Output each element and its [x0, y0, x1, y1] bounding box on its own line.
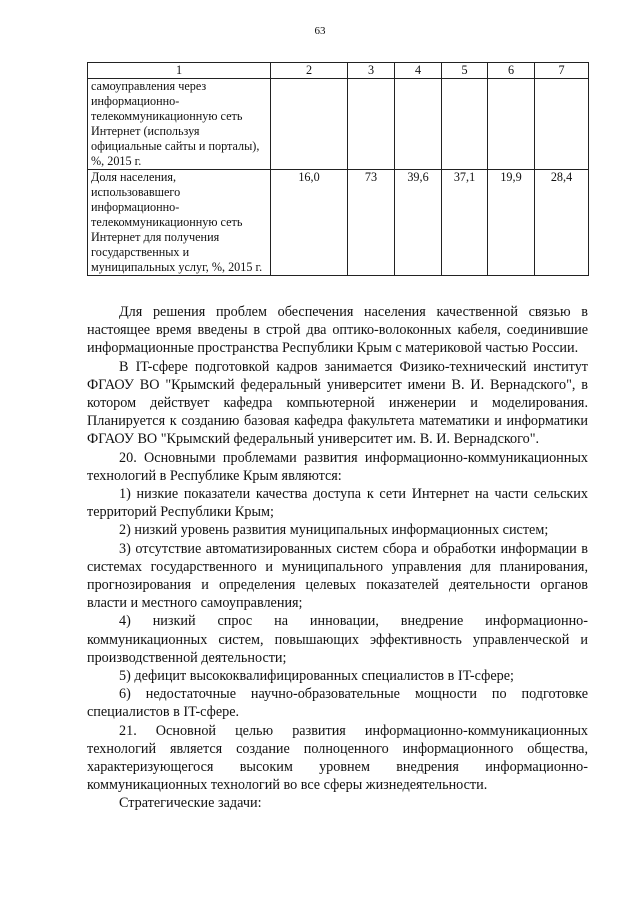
paragraph: 20. Основными проблемами развития информационно-коммуникационных технологий в Республике Крым являются: [87, 449, 588, 484]
table-cell [271, 79, 348, 170]
list-item: 3) отсутствие автоматизированных систем сбора и обработки информации в системах государственного и муниципального управления для планирования, прогнозирования и определения целевых показателей деятельности органов власти и местного самоуправления; [87, 540, 588, 612]
table-cell [348, 79, 395, 170]
table-cell: 16,0 [271, 170, 348, 276]
column-header: 3 [348, 63, 395, 79]
table-cell [442, 79, 488, 170]
paragraph: Стратегические задачи: [119, 795, 262, 812]
table-cell: 37,1 [442, 170, 488, 276]
table-header-row [88, 63, 589, 79]
table-cell: 73 [348, 170, 395, 276]
column-header: 2 [271, 63, 348, 79]
page-number: 63 [314, 25, 326, 37]
paragraph: 21. Основной целью развития информационно-коммуникационных технологий является создание полноценного информационного общества, характеризующегося высоким уровнем внедрения информационно-коммуникационных технологий во все сферы жизнедеятельности. [87, 722, 588, 794]
table-cell: 19,9 [488, 170, 535, 276]
paragraph: Для решения проблем обеспечения населения качественной связью в настоящее время введены в строй два оптико-волоконных кабеля, соединившие информационные пространства Республики Крым с материковой частью России. [87, 304, 588, 357]
list-item: 6) недостаточные научно-образовательные мощности по подготовке специалистов в IT-сфере. [87, 686, 588, 721]
list-item: 1) низкие показатели качества доступа к сети Интернет на части сельских территорий Республики Крым; [87, 486, 588, 521]
table-cell [488, 79, 535, 170]
paragraph: В IT-сфере подготовкой кадров занимается Физико-технический институт ФГАОУ ВО "Крымский федеральный университет имени В. И. Вернадского", в котором действует кафедра компьютерной инженерии и моделирования. Планируется к созданию базовая кафедра факультета математики и информатики ФГАОУ ВО "Крымский федеральный университет им. В. И. Вернадского". [87, 358, 588, 448]
column-header: 5 [442, 63, 488, 79]
row-label: Доля населения, использовавшего информационно-телекоммуникационную сеть Интернет для получения государственных и муниципальных услуг, %, 2015 г. [88, 170, 271, 276]
column-header: 4 [395, 63, 442, 79]
list-item: 5) дефицит высококвалифицированных специалистов в IT-сфере; [119, 668, 514, 685]
list-item: 2) низкий уровень развития муниципальных информационных систем; [119, 522, 549, 539]
table-row [88, 170, 589, 276]
table-cell [395, 79, 442, 170]
column-header: 7 [535, 63, 589, 79]
column-header: 6 [488, 63, 535, 79]
table-cell [535, 79, 589, 170]
statistics-table [87, 62, 589, 276]
table-cell: 39,6 [395, 170, 442, 276]
column-header: 1 [88, 63, 271, 79]
document-body [87, 303, 588, 813]
row-label: самоуправления через информационно-телекоммуникационную сеть Интернет (используя официальные сайты и порталы), %, 2015 г. [88, 79, 271, 170]
list-item: 4) низкий спрос на инновации, внедрение информационно-коммуникационных систем, повышающих эффективность управленческой и производственной деятельности; [87, 613, 588, 666]
table-cell: 28,4 [535, 170, 589, 276]
table-row [88, 79, 589, 170]
